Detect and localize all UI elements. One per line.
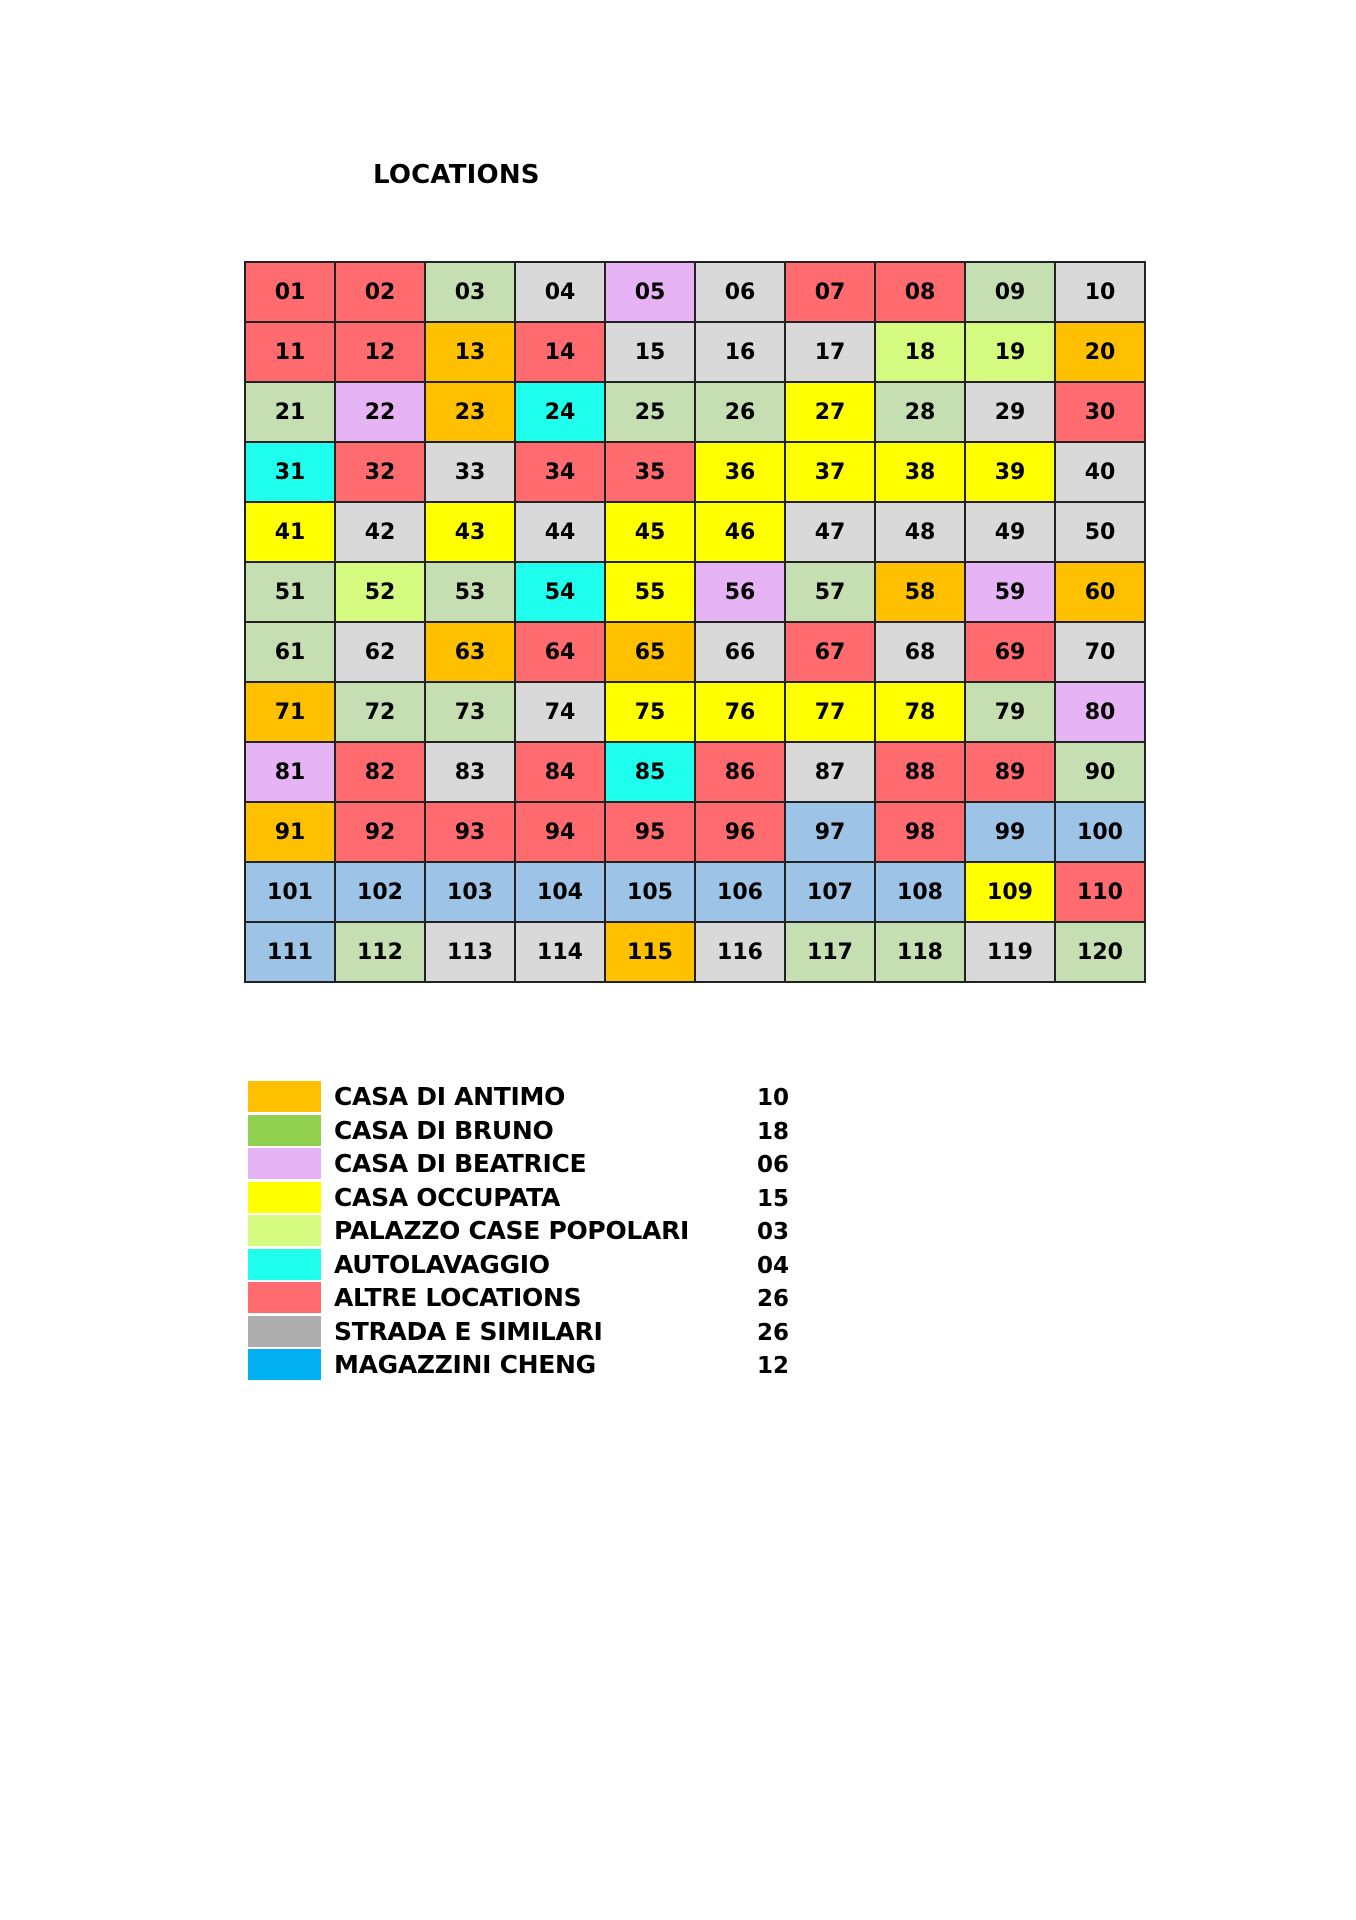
location-cell: 85 xyxy=(606,743,696,803)
location-cell: 64 xyxy=(516,623,606,683)
legend-swatch xyxy=(248,1148,321,1179)
location-cell: 90 xyxy=(1056,743,1146,803)
location-cell: 30 xyxy=(1056,383,1146,443)
location-cell: 73 xyxy=(426,683,516,743)
legend-label: STRADA E SIMILARI xyxy=(334,1316,603,1346)
legend-label: ALTRE LOCATIONS xyxy=(334,1283,582,1312)
location-cell: 22 xyxy=(336,383,426,443)
legend-count: 10 xyxy=(757,1085,790,1111)
legend-swatch xyxy=(248,1081,321,1112)
location-cell: 114 xyxy=(516,923,606,983)
location-cell: 38 xyxy=(876,443,966,503)
location-cell: 01 xyxy=(246,263,336,323)
location-cell: 87 xyxy=(786,743,876,803)
location-cell: 86 xyxy=(696,743,786,803)
location-cell: 39 xyxy=(966,443,1056,503)
location-cell: 61 xyxy=(246,623,336,683)
legend-label: CASA DI BRUNO xyxy=(334,1115,554,1145)
location-cell: 82 xyxy=(336,743,426,803)
location-cell: 10 xyxy=(1056,263,1146,323)
location-cell: 113 xyxy=(426,923,516,983)
legend-item xyxy=(248,1214,808,1248)
location-cell: 07 xyxy=(786,263,876,323)
location-cell: 65 xyxy=(606,623,696,683)
legend-swatch xyxy=(248,1182,321,1213)
location-cell: 56 xyxy=(696,563,786,623)
location-cell: 32 xyxy=(336,443,426,503)
legend-count: 12 xyxy=(757,1353,790,1379)
location-cell: 104 xyxy=(516,863,606,923)
location-cell: 29 xyxy=(966,383,1056,443)
location-cell: 75 xyxy=(606,683,696,743)
legend-count: 15 xyxy=(757,1185,790,1212)
location-cell: 48 xyxy=(876,503,966,563)
location-cell: 89 xyxy=(966,743,1056,803)
location-cell: 31 xyxy=(246,443,336,503)
location-cell: 59 xyxy=(966,563,1056,623)
location-cell: 35 xyxy=(606,443,696,503)
location-cell: 116 xyxy=(696,923,786,983)
location-cell: 25 xyxy=(606,383,696,443)
location-cell: 09 xyxy=(966,263,1056,323)
location-cell: 24 xyxy=(516,383,606,443)
legend-item xyxy=(248,1181,808,1215)
location-cell: 03 xyxy=(426,263,516,323)
legend-swatch xyxy=(248,1115,321,1146)
location-cell: 14 xyxy=(516,323,606,383)
location-cell: 67 xyxy=(786,623,876,683)
legend-swatch xyxy=(248,1249,321,1280)
legend-label: CASA DI BEATRICE xyxy=(334,1149,587,1178)
location-cell: 112 xyxy=(336,923,426,983)
location-cell: 02 xyxy=(336,263,426,323)
location-cell: 37 xyxy=(786,443,876,503)
legend-count: 04 xyxy=(757,1252,790,1279)
location-cell: 47 xyxy=(786,503,876,563)
legend-item xyxy=(248,1248,808,1282)
location-cell: 12 xyxy=(336,323,426,383)
location-cell: 84 xyxy=(516,743,606,803)
location-cell: 05 xyxy=(606,263,696,323)
legend-swatch xyxy=(248,1349,321,1380)
location-cell: 44 xyxy=(516,503,606,563)
location-cell: 42 xyxy=(336,503,426,563)
legend-label: MAGAZZINI CHENG xyxy=(334,1350,596,1379)
location-cell: 28 xyxy=(876,383,966,443)
location-cell: 50 xyxy=(1056,503,1146,563)
location-cell: 40 xyxy=(1056,443,1146,503)
location-cell: 111 xyxy=(246,923,336,983)
legend-item xyxy=(248,1348,808,1382)
legend-item xyxy=(248,1114,808,1148)
location-cell: 58 xyxy=(876,563,966,623)
legend-count: 26 xyxy=(757,1286,790,1312)
location-cell: 18 xyxy=(876,323,966,383)
location-cell: 120 xyxy=(1056,923,1146,983)
location-cell: 20 xyxy=(1056,323,1146,383)
location-cell: 66 xyxy=(696,623,786,683)
location-cell: 11 xyxy=(246,323,336,383)
legend-label: PALAZZO CASE POPOLARI xyxy=(334,1216,690,1245)
location-cell: 06 xyxy=(696,263,786,323)
location-cell: 74 xyxy=(516,683,606,743)
location-cell: 34 xyxy=(516,443,606,503)
legend-swatch xyxy=(248,1215,321,1246)
location-cell: 69 xyxy=(966,623,1056,683)
page-title: LOCATIONS xyxy=(373,160,540,190)
location-cell: 70 xyxy=(1056,623,1146,683)
legend-count: 18 xyxy=(757,1118,790,1145)
legend-count: 26 xyxy=(757,1319,790,1346)
location-cell: 103 xyxy=(426,863,516,923)
location-cell: 100 xyxy=(1056,803,1146,863)
location-cell: 15 xyxy=(606,323,696,383)
legend-label: CASA OCCUPATA xyxy=(334,1182,560,1212)
location-cell: 51 xyxy=(246,563,336,623)
locations-grid xyxy=(244,261,1146,983)
location-cell: 60 xyxy=(1056,563,1146,623)
location-cell: 99 xyxy=(966,803,1056,863)
legend-item xyxy=(248,1281,808,1315)
legend-count: 06 xyxy=(757,1152,790,1178)
location-cell: 21 xyxy=(246,383,336,443)
legend-item xyxy=(248,1080,808,1114)
location-cell: 55 xyxy=(606,563,696,623)
location-cell: 118 xyxy=(876,923,966,983)
location-cell: 78 xyxy=(876,683,966,743)
legend-label: AUTOLAVAGGIO xyxy=(334,1249,550,1279)
location-cell: 16 xyxy=(696,323,786,383)
location-cell: 36 xyxy=(696,443,786,503)
location-cell: 98 xyxy=(876,803,966,863)
location-cell: 97 xyxy=(786,803,876,863)
location-cell: 72 xyxy=(336,683,426,743)
location-cell: 83 xyxy=(426,743,516,803)
location-cell: 26 xyxy=(696,383,786,443)
location-cell: 46 xyxy=(696,503,786,563)
location-cell: 101 xyxy=(246,863,336,923)
location-cell: 45 xyxy=(606,503,696,563)
location-cell: 115 xyxy=(606,923,696,983)
location-cell: 19 xyxy=(966,323,1056,383)
location-cell: 49 xyxy=(966,503,1056,563)
location-cell: 41 xyxy=(246,503,336,563)
location-cell: 110 xyxy=(1056,863,1146,923)
location-cell: 54 xyxy=(516,563,606,623)
legend-count: 03 xyxy=(757,1219,790,1245)
location-cell: 57 xyxy=(786,563,876,623)
location-cell: 105 xyxy=(606,863,696,923)
location-cell: 23 xyxy=(426,383,516,443)
location-cell: 107 xyxy=(786,863,876,923)
location-cell: 94 xyxy=(516,803,606,863)
legend-item xyxy=(248,1147,808,1181)
location-cell: 62 xyxy=(336,623,426,683)
location-cell: 63 xyxy=(426,623,516,683)
location-cell: 108 xyxy=(876,863,966,923)
location-cell: 52 xyxy=(336,563,426,623)
legend xyxy=(248,1080,808,1382)
location-cell: 76 xyxy=(696,683,786,743)
location-cell: 79 xyxy=(966,683,1056,743)
location-cell: 81 xyxy=(246,743,336,803)
location-cell: 92 xyxy=(336,803,426,863)
location-cell: 77 xyxy=(786,683,876,743)
location-cell: 93 xyxy=(426,803,516,863)
location-cell: 27 xyxy=(786,383,876,443)
location-cell: 17 xyxy=(786,323,876,383)
location-cell: 119 xyxy=(966,923,1056,983)
location-cell: 33 xyxy=(426,443,516,503)
legend-label: CASA DI ANTIMO xyxy=(334,1082,566,1111)
location-cell: 106 xyxy=(696,863,786,923)
location-cell: 08 xyxy=(876,263,966,323)
location-cell: 71 xyxy=(246,683,336,743)
location-cell: 91 xyxy=(246,803,336,863)
location-cell: 102 xyxy=(336,863,426,923)
location-cell: 117 xyxy=(786,923,876,983)
legend-swatch xyxy=(248,1316,321,1347)
legend-item xyxy=(248,1315,808,1349)
location-cell: 96 xyxy=(696,803,786,863)
location-cell: 88 xyxy=(876,743,966,803)
location-cell: 68 xyxy=(876,623,966,683)
legend-swatch xyxy=(248,1282,321,1313)
location-cell: 53 xyxy=(426,563,516,623)
location-cell: 95 xyxy=(606,803,696,863)
location-cell: 80 xyxy=(1056,683,1146,743)
location-cell: 04 xyxy=(516,263,606,323)
location-cell: 109 xyxy=(966,863,1056,923)
location-cell: 43 xyxy=(426,503,516,563)
location-cell: 13 xyxy=(426,323,516,383)
